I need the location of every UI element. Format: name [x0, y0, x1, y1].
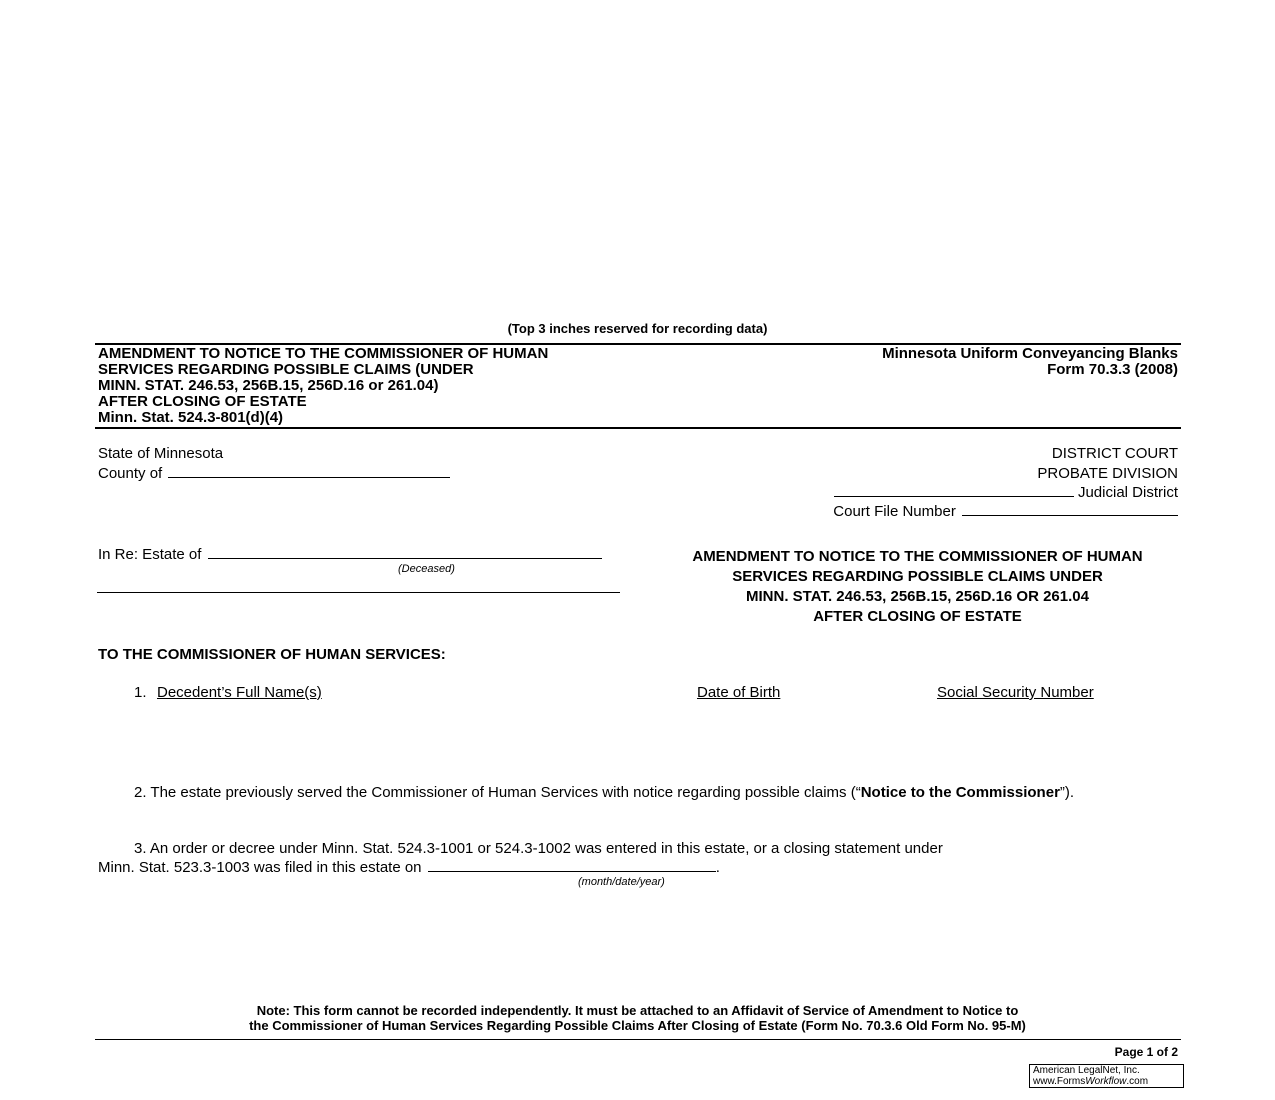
district-label: Judicial District: [1077, 484, 1178, 501]
item1-number: 1.: [134, 684, 147, 701]
estate-second-line[interactable]: [97, 592, 620, 593]
item2-text-a: 2. The estate previously served the Commissioner of Human Services with notice regarding possible claims (“: [134, 784, 861, 801]
footer-note-line: Note: This form cannot be recorded independently. It must be attached to an Affidavit of Service of Amendment to Notice to: [256, 1003, 1019, 1018]
col-decedent-name: Decedent’s Full Name(s): [157, 684, 322, 701]
col-date-of-birth: Date of Birth: [697, 684, 781, 701]
county-label: County of: [98, 465, 163, 482]
header-left-line: AMENDMENT TO NOTICE TO THE COMMISSIONER OF HUMAN: [98, 345, 549, 362]
header-right: [760, 346, 1178, 378]
item2-paragraph: [98, 783, 1098, 802]
deceased-caption: (Deceased): [398, 563, 455, 575]
estate-name-field[interactable]: [208, 558, 602, 559]
footer-note: [0, 1003, 1275, 1033]
page-number: Page 1 of 2: [1114, 1045, 1178, 1059]
estate-row: [98, 547, 602, 563]
file-number-label: Court File Number: [833, 503, 956, 520]
item3-line1: 3. An order or decree under Minn. Stat. 524.3-1001 or 524.3-1002 was entered in this estate, or a closing statement under: [134, 840, 943, 857]
file-number-field[interactable]: [962, 515, 1178, 516]
item2-text-b: ”).: [1059, 784, 1075, 801]
form-number: Form 70.3.3 (2008): [1047, 361, 1178, 378]
header-left-line: SERVICES REGARDING POSSIBLE CLAIMS (UNDER: [98, 361, 474, 378]
header-left-line: MINN. STAT. 246.53, 256B.15, 256D.16 or 261.04): [98, 377, 439, 394]
footer-rule: [95, 1039, 1181, 1040]
item3-line2-row: [98, 860, 720, 876]
item3-line2: Minn. Stat. 523.3-1003 was filed in this estate on: [98, 859, 422, 876]
county-row: [98, 466, 450, 482]
filing-date-field[interactable]: [428, 871, 716, 872]
stamp-url-b: Workflow: [1085, 1076, 1127, 1087]
title-line: MINN. STAT. 246.53, 256B.15, 256D.16 OR 261.04: [746, 588, 1089, 605]
stamp-line1: American LegalNet, Inc.: [1033, 1065, 1140, 1076]
addressee: TO THE COMMISSIONER OF HUMAN SERVICES:: [98, 646, 446, 663]
header-left: [98, 346, 658, 426]
legalnet-stamp: [1029, 1064, 1184, 1088]
recording-note: (Top 3 inches reserved for recording data): [507, 321, 768, 336]
state-label: State of Minnesota: [98, 445, 224, 462]
division-label: PROBATE DIVISION: [1037, 465, 1178, 482]
date-caption: (month/date/year): [578, 876, 665, 888]
file-number-row: [800, 504, 1178, 520]
title-line: AFTER CLOSING OF ESTATE: [813, 608, 1022, 625]
stamp-line2: [1033, 1076, 1183, 1087]
court-label: DISTRICT COURT: [1051, 445, 1178, 462]
item2-bold: Notice to the Commissioner: [860, 784, 1060, 801]
form-series: Minnesota Uniform Conveyancing Blanks: [882, 345, 1178, 362]
title-block: [655, 547, 1180, 627]
stamp-url-c: .com: [1126, 1076, 1149, 1087]
footer-note-line: the Commissioner of Human Services Regarding Possible Claims After Closing of Estate (Form No. 70.3.6 Old Form No. 95-M): [249, 1018, 1026, 1033]
header-rule: [95, 427, 1181, 429]
title-line: AMENDMENT TO NOTICE TO THE COMMISSIONER OF HUMAN: [692, 548, 1143, 565]
header-left-line: AFTER CLOSING OF ESTATE: [98, 393, 307, 410]
district-field[interactable]: [834, 496, 1074, 497]
item3-period: .: [715, 859, 720, 876]
estate-label: In Re: Estate of: [98, 546, 202, 563]
county-field[interactable]: [168, 477, 450, 478]
col-ssn: Social Security Number: [937, 684, 1094, 701]
stamp-url-a: www.Forms: [1033, 1076, 1086, 1087]
district-row: [800, 485, 1178, 501]
header-left-line: Minn. Stat. 524.3-801(d)(4): [98, 409, 284, 426]
title-line: SERVICES REGARDING POSSIBLE CLAIMS UNDER: [732, 568, 1103, 585]
